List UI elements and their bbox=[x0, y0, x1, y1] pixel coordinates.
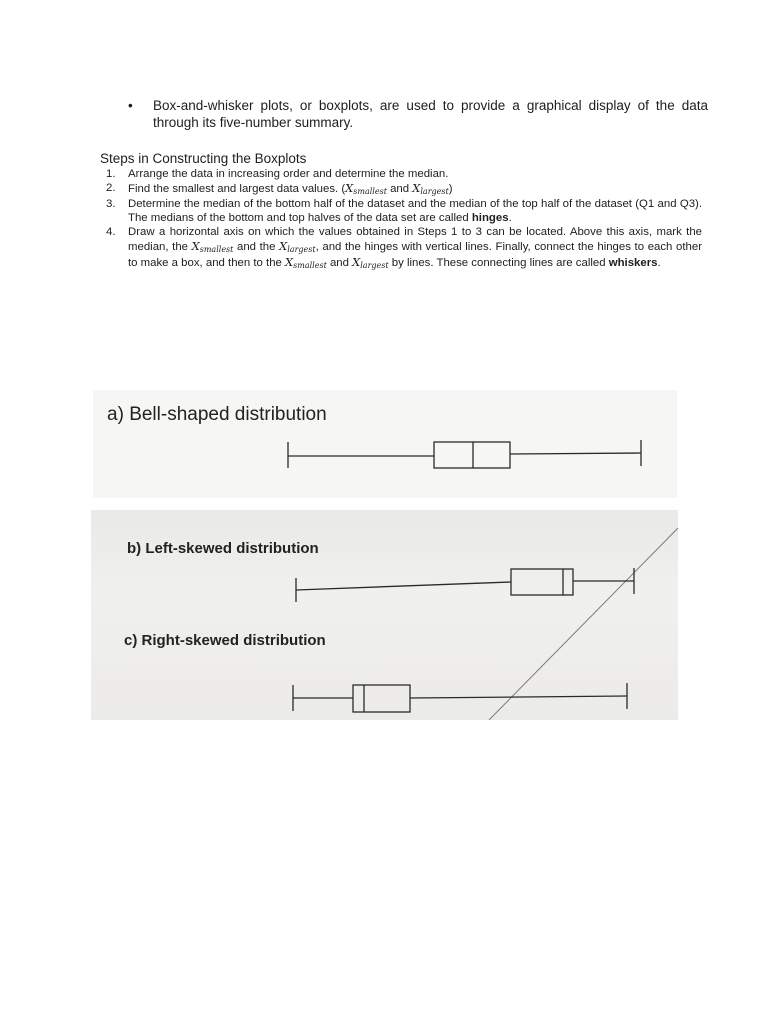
step-text: Find the smallest and largest data values. ( bbox=[128, 182, 346, 195]
whisker-left bbox=[296, 582, 511, 590]
step-number: 1. bbox=[106, 168, 116, 180]
steps-list bbox=[106, 168, 702, 273]
step-number: 2. bbox=[106, 181, 116, 194]
x-smallest-symbol: $X_{smallest}$ bbox=[285, 255, 327, 271]
whisker-right bbox=[410, 696, 627, 698]
step-text: Arrange the data in increasing order and determine the median. bbox=[128, 168, 449, 180]
x-largest-symbol: $X_{largest}$ bbox=[352, 255, 389, 271]
paper-fold-line bbox=[489, 528, 678, 720]
hinges-term: hinges bbox=[471, 212, 509, 225]
boxplot-c bbox=[293, 683, 627, 712]
whisker-right bbox=[510, 453, 641, 454]
step-number: 3. bbox=[106, 198, 116, 211]
boxplot-b bbox=[296, 568, 634, 602]
figure-b-label: b) Left-skewed distribution bbox=[127, 540, 319, 557]
step-4: 4. Draw a horizontal axis on which the values obtained in Steps 1 to 3 can be located. Above this axis, mark the median, the $X_{smallest}$ and the $X_{largest}$, and the hinges with vertical lines. Finally, connect the hinges to each other to make a box, and then to the $X_{smallest}$ and $X_{largest}$ by lines. These connecting lines are called whiskers. bbox=[106, 225, 702, 271]
figure-a-label: a) Bell-shaped distribution bbox=[107, 404, 327, 425]
step-3: 3. Determine the median of the bottom half of the dataset and the median of the top half of the dataset (Q1 and Q3). The medians of the bottom and top halves of the data set are called hinges. bbox=[106, 198, 702, 225]
x-smallest-symbol: $X_{smallest}$ bbox=[191, 238, 234, 254]
figure-c-label: c) Right-skewed distribution bbox=[124, 632, 326, 649]
bullet-marker: • bbox=[128, 98, 133, 113]
step-text: Determine the median of the bottom half of the dataset and the median of the top half of the dataset (Q1 and Q3). The medians of the bottom and top halves of the data set are called bbox=[128, 198, 702, 225]
box bbox=[353, 685, 410, 712]
step-1 bbox=[106, 168, 702, 182]
box bbox=[511, 569, 573, 595]
x-largest-symbol: $X_{largest}$ bbox=[279, 238, 316, 254]
whiskers-term: whiskers bbox=[608, 257, 658, 270]
intro-text: Box-and-whisker plots, or boxplots, are used to provide a graphical display of the data through its five-number summary. bbox=[153, 98, 708, 130]
step-number: 4. bbox=[106, 225, 116, 238]
boxplot-a bbox=[93, 390, 677, 498]
figure-skewed bbox=[91, 510, 678, 720]
figure-bell-shaped bbox=[93, 390, 677, 498]
x-smallest-symbol: $X_{smallest}$ bbox=[345, 180, 387, 196]
step-2: 2. Find the smallest and largest data values. ($X_{smallest}$ and $X_{largest}$) bbox=[106, 180, 453, 196]
box bbox=[434, 442, 510, 468]
steps-heading: Steps in Constructing the Boxplots bbox=[100, 151, 307, 166]
x-largest-symbol: $X_{largest}$ bbox=[412, 180, 449, 196]
